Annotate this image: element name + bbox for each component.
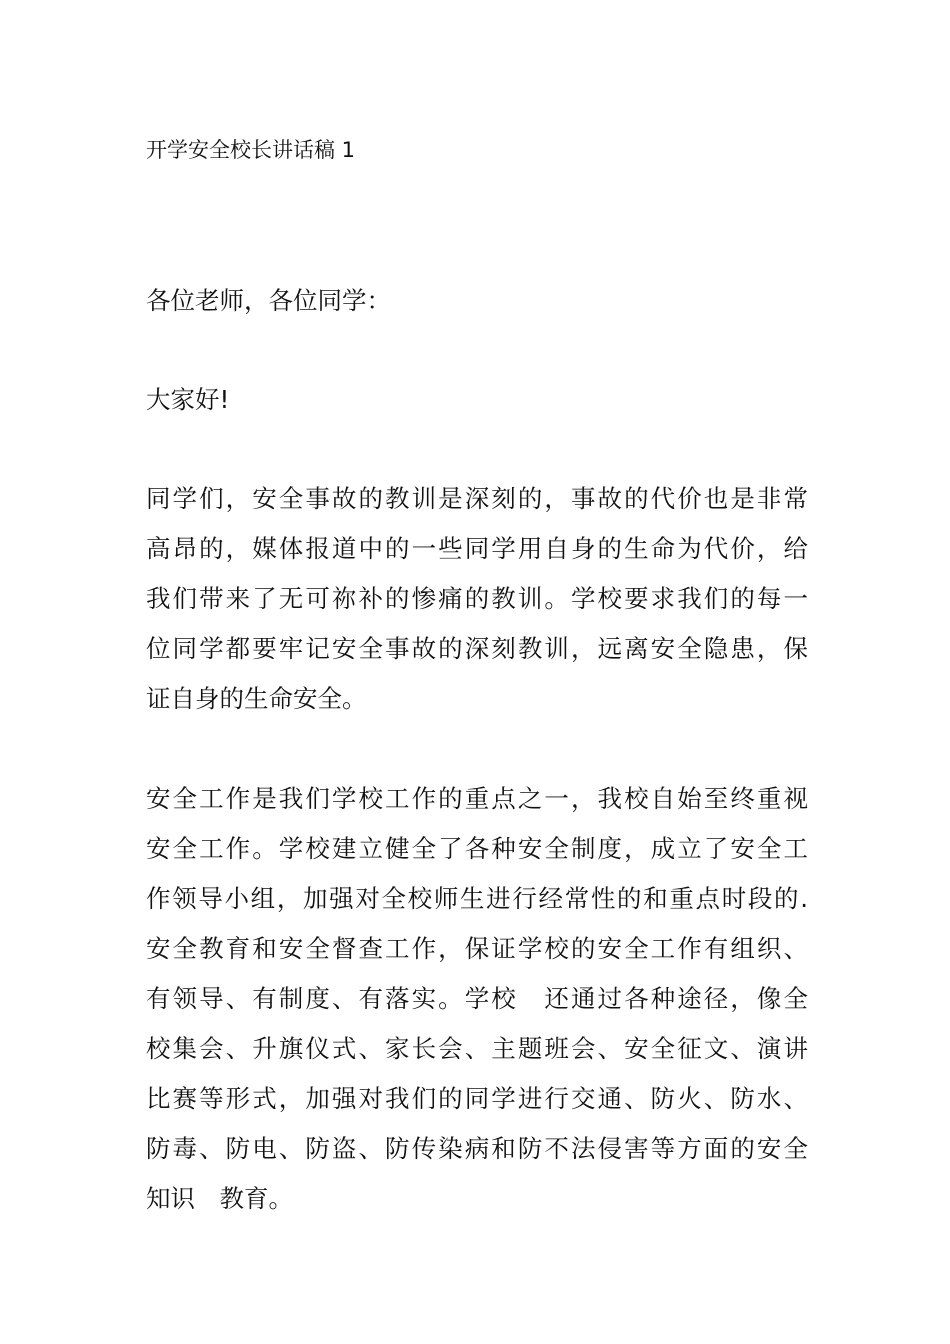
paragraph-line: 有领导、有制度、有落实。学校 还通过各种途径，像全 <box>146 984 808 1013</box>
paragraph-2 <box>146 774 808 1224</box>
paragraph-line: 位同学都要牢记安全事故的深刻教训，远离安全隐患，保 <box>146 634 808 663</box>
document-title: 开学安全校长讲话稿 1 <box>146 138 356 162</box>
greeting-text: 各位老师，各位同学： <box>146 286 391 315</box>
paragraph-line: 安全工作是我们学校工作的重点之一，我校自始至终重视 <box>146 784 808 813</box>
paragraph-line: 我们带来了无可祢补的惨痛的教训。学校要求我们的每一 <box>146 584 808 613</box>
paragraph-line: 同学们，安全事故的教训是深刻的，事故的代价也是非常 <box>146 484 808 513</box>
paragraph-line: 安全教育和安全督查工作，保证学校的安全工作有组织、 <box>146 934 808 963</box>
paragraph-line: 校集会、升旗仪式、家长会、主题班会、安全征文、演讲 <box>146 1034 808 1063</box>
paragraph-line: 防毒、防电、防盗、防传染病和防不法侵害等方面的安全 <box>146 1134 808 1163</box>
paragraph-line: 高昂的，媒体报道中的一些同学用自身的生命为代价，给 <box>146 534 808 563</box>
paragraph-line: 证自身的生命安全。 <box>146 684 367 713</box>
paragraph-line: 比赛等形式，加强对我们的同学进行交通、防火、防水、 <box>146 1084 808 1113</box>
paragraph-line: 安全工作。学校建立健全了各种安全制度，成立了安全工 <box>146 834 808 863</box>
paragraph-line: 知识 教育。 <box>146 1184 293 1213</box>
paragraph-line: 作领导小组，加强对全校师生进行经常性的和重点时段的. <box>146 884 808 913</box>
hello-text: 大家好! <box>146 385 230 414</box>
paragraph-1 <box>146 474 808 724</box>
